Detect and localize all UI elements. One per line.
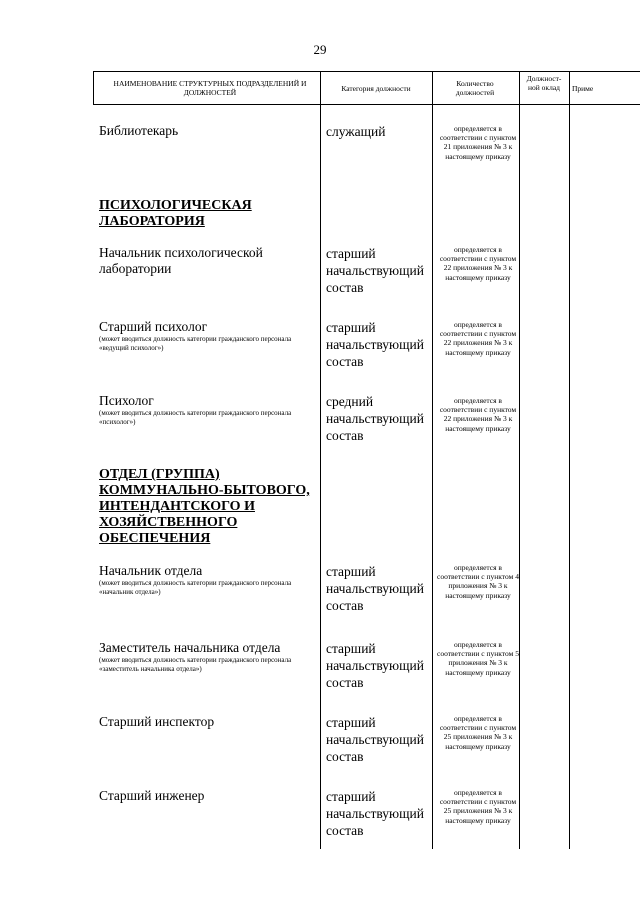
row-department-head-quantity: определяется в соответствии с пунктом 4 приложения № 3 к настоящему приказу (437, 563, 519, 600)
header-col-salary: Должност-ной оклад (526, 74, 562, 92)
row-psych-lab-head-name: Начальник психологической лаборатории (99, 245, 263, 276)
row-psychologist-quantity: определяется в соответствии с пунктом 22 приложения № 3 к настоящему приказу (439, 396, 517, 433)
row-senior-inspector-quantity: определяется в соответствии с пунктом 25 приложения № 3 к настоящему приказу (439, 714, 517, 751)
row-senior-psychologist-name: Старший психолог (99, 319, 208, 334)
row-department-head-note: (может вводиться должность категории гражданского персонала «начальник отдела») (99, 579, 292, 596)
row-department-head-name: Начальник отдела (99, 563, 203, 578)
header-col-name: НАИМЕНОВАНИЕ СТРУКТУРНЫХ ПОДРАЗДЕЛЕНИЙ И ДОЛЖНОСТЕЙ (113, 79, 307, 97)
row-senior-inspector-name: Старший инспектор (99, 714, 215, 729)
row-librarian-category: служащий (326, 124, 386, 139)
row-senior-engineer-name: Старший инженер (99, 788, 205, 803)
row-psychologist-name: Психолог (99, 393, 154, 408)
section-psych-lab-title: ПСИХОЛОГИЧЕСКАЯ ЛАБОРАТОРИЯ (99, 198, 252, 229)
row-deputy-head-category: старший начальствующий состав (326, 641, 424, 690)
row-psychologist-category: средний начальствующий состав (326, 394, 424, 443)
row-senior-psychologist-note: (может вводиться должность категории гражданского персонала «ведущий психолог») (99, 335, 292, 352)
column-divider-1 (320, 71, 321, 849)
header-bottom-rule (93, 104, 640, 105)
page-number: 29 (313, 42, 327, 57)
row-psych-lab-head-quantity: определяется в соответствии с пунктом 22 приложения № 3 к настоящему приказу (439, 245, 517, 282)
section-utility-department-title: ОТДЕЛ (ГРУППА) КОММУНАЛЬНО-БЫТОВОГО, ИНТЕНДАНТСКОГО И ХОЗЯЙСТВЕННОГО ОБЕСПЕЧЕНИЯ (99, 467, 310, 546)
row-deputy-head-name: Заместитель начальника отдела (99, 640, 281, 655)
header-col-notes: Приме (572, 84, 594, 93)
row-librarian-quantity: определяется в соответствии с пунктом 21 приложения № 3 к настоящему приказу (439, 124, 517, 161)
row-senior-engineer-category: старший начальствующий состав (326, 789, 424, 838)
row-librarian-name: Библиотекарь (99, 123, 179, 138)
header-col-quantity: Количество должностей (455, 79, 495, 97)
row-senior-engineer-quantity: определяется в соответствии с пунктом 25 приложения № 3 к настоящему приказу (439, 788, 517, 825)
header-col-category: Категория должности (341, 84, 411, 93)
row-senior-psychologist-category: старший начальствующий состав (326, 320, 424, 369)
row-department-head-category: старший начальствующий состав (326, 564, 424, 613)
row-psych-lab-head-category: старший начальствующий состав (326, 246, 424, 295)
column-divider-4 (569, 71, 570, 849)
row-deputy-head-quantity: определяется в соответствии с пунктом 5 приложения № 3 к настоящему приказу (437, 640, 519, 677)
header-left-border (93, 71, 94, 105)
row-senior-psychologist-quantity: определяется в соответствии с пунктом 22 приложения № 3 к настоящему приказу (439, 320, 517, 357)
row-deputy-head-note: (может вводиться должность категории гражданского персонала «заместитель начальника отдела») (99, 656, 292, 673)
row-senior-inspector-category: старший начальствующий состав (326, 715, 424, 764)
header-top-rule (93, 71, 640, 72)
row-psychologist-note: (может вводиться должность категории гражданского персонала «психолог») (99, 409, 292, 426)
